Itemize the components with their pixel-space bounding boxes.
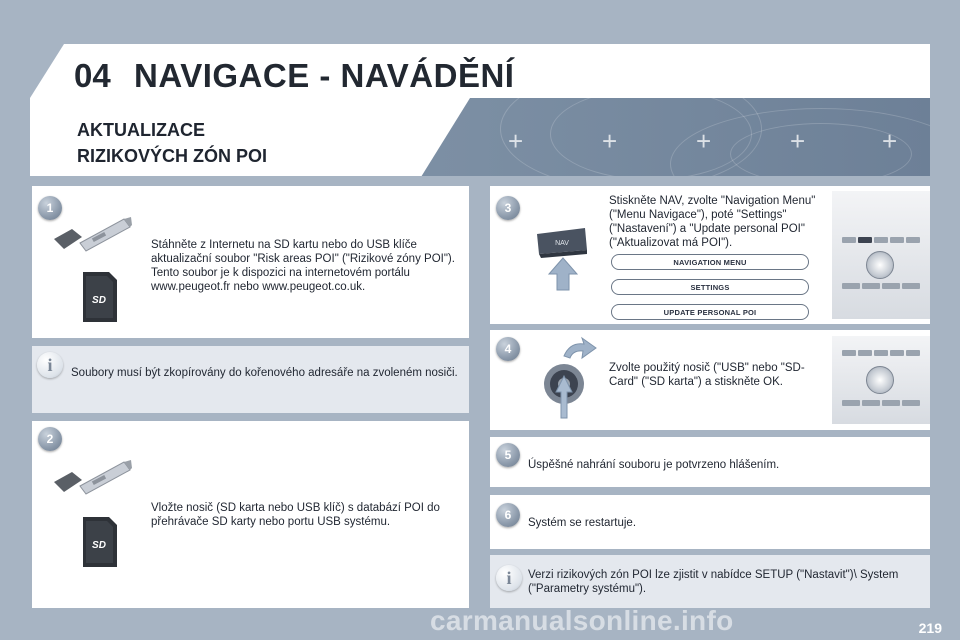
plus-icon: +: [790, 126, 806, 156]
page-number: 219: [918, 620, 942, 636]
step-badge-5: 5: [496, 443, 520, 467]
step-4-text: Zvolte použitý nosič ("USB" nebo "SD-Card" ("SD karta") a stiskněte OK.: [609, 362, 805, 388]
plus-icon: +: [508, 126, 524, 156]
section-title: [77, 117, 267, 169]
section-title-line2: RIZIKOVÝCH ZÓN POI: [77, 146, 268, 166]
sd-card-label: SD: [92, 295, 106, 306]
chapter-title: NAVIGACE - NAVÁDĚNÍ: [134, 57, 515, 94]
nav-key-illustration: [535, 228, 591, 292]
usb-key-icon: [52, 458, 132, 504]
step-2-text: Vložte nosič (SD karta nebo USB klíč) s databází POI do přehrávače SD karty nebo portu USB systému.: [151, 502, 440, 528]
radio-unit-illustration: [832, 191, 930, 319]
section-title-line1: AKTUALIZACE: [77, 120, 205, 140]
menu-item-settings: SETTINGS: [611, 279, 809, 295]
radio-knob: [866, 251, 894, 279]
rotary-ok-knob-illustration: [540, 336, 600, 420]
nav-key-label: NAV: [555, 240, 569, 247]
step-badge-2: 2: [38, 427, 62, 451]
step-badge-4: 4: [496, 337, 520, 361]
menu-item-navigation-menu: NAVIGATION MENU: [611, 254, 809, 270]
step-badge-3: 3: [496, 196, 520, 220]
info-icon: i: [496, 565, 522, 591]
step-6-text: Systém se restartuje.: [528, 517, 637, 529]
sd-card-icon: [80, 516, 118, 568]
step-5-text: Úspěšné nahrání souboru je potvrzeno hlášením.: [528, 459, 780, 471]
note-1-text: Soubory musí být zkopírovány do kořenového adresáře na zvoleném nosiči.: [71, 367, 458, 379]
plus-icon: +: [696, 126, 712, 156]
radio-unit-illustration: [832, 336, 930, 424]
step-badge-1: 1: [38, 196, 62, 220]
usb-key-icon: [52, 215, 132, 261]
info-icon: i: [37, 352, 63, 378]
step-badge-6: 6: [496, 503, 520, 527]
sd-card-icon: [80, 271, 118, 323]
watermark: carmanualsonline.info: [430, 605, 734, 636]
plus-icon: +: [882, 126, 898, 156]
step-3-text: Stiskněte NAV, zvolte "Navigation Menu" ("Menu Navigace"), poté "Settings" ("Nastavení") a "Update personal POI" ("Aktualizovat má POI").: [609, 195, 816, 249]
menu-item-update-personal-poi: UPDATE PERSONAL POI: [611, 304, 809, 320]
step-1-text: Stáhněte z Internetu na SD kartu nebo do USB klíče aktualizační soubor "Risk areas POI" ("Rizikové zóny POI"). Tento soubor je k dispozici na internetovém portálu www.peugeot.fr nebo www.peugeot.co.uk.: [151, 239, 455, 293]
plus-icon: +: [602, 126, 618, 156]
sd-card-label: SD: [92, 540, 106, 551]
chapter-number: 04: [74, 57, 111, 94]
note-2-text: Verzi rizikových zón POI lze zjistit v nabídce SETUP ("Nastavit")\ System ("Parametry systému").: [528, 569, 899, 595]
radio-knob: [866, 366, 894, 394]
